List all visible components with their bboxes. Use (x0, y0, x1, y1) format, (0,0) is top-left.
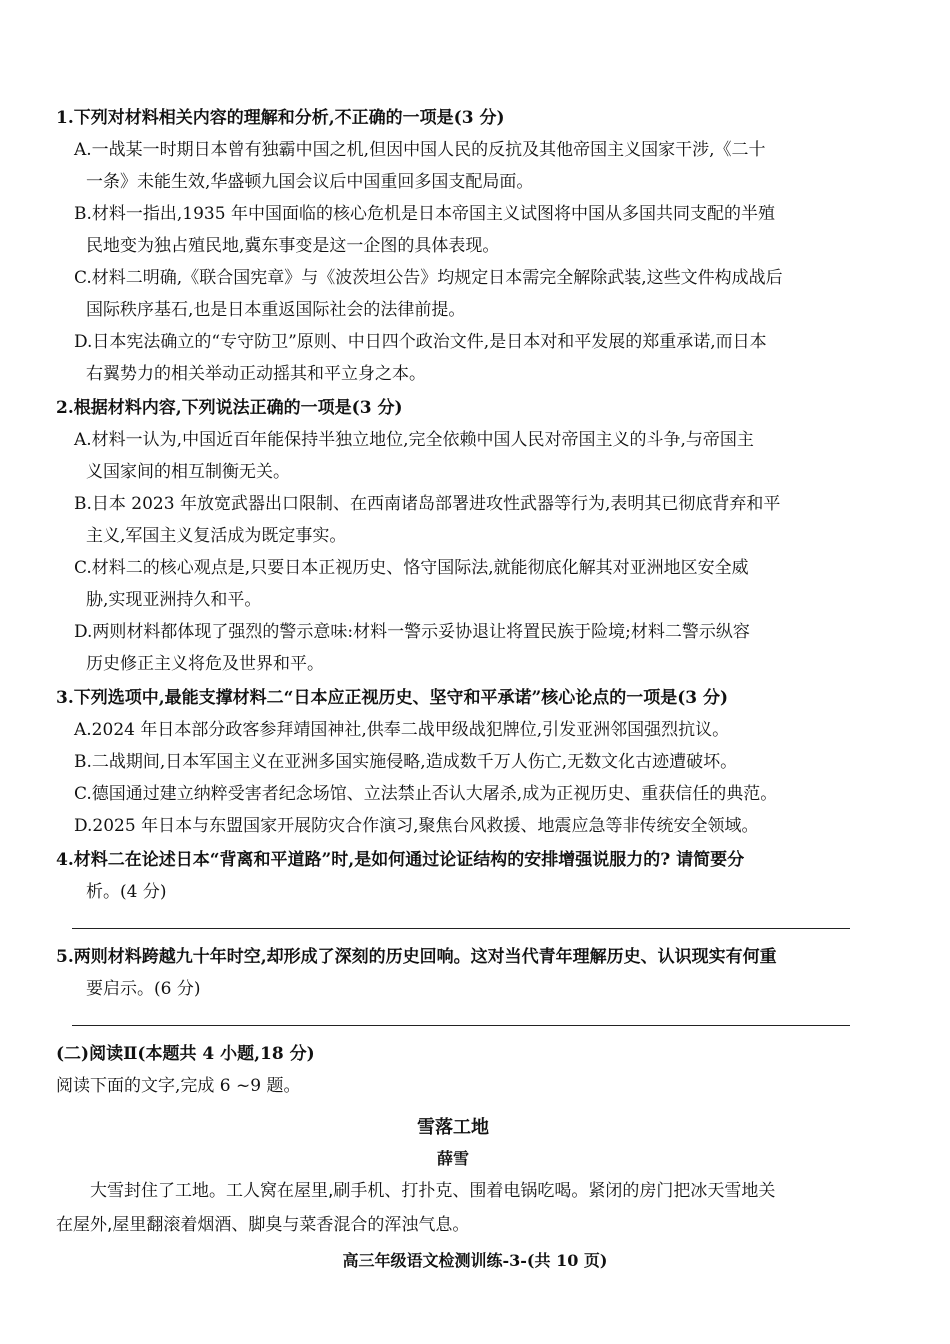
question-2-stem: 2.根据材料内容,下列说法正确的一项是(3 分) (56, 398, 403, 418)
option-2a-cont: 义国家间的相互制衡无关。 (86, 462, 290, 482)
option-3b: B.二战期间,日本军国主义在亚洲多国实施侵略,造成数千万人伤亡,无数文化古迹遭破坏。 (74, 752, 738, 772)
option-1a: A.一战某一时期日本曾有独霸中国之机,但因中国人民的反抗及其他帝国主义国家干涉,《二十 (74, 140, 766, 160)
question-4-stem-cont: 析。(4 分) (86, 882, 167, 902)
question-5 (56, 941, 850, 1026)
option-1d-cont: 右翼势力的相关举动正动摇其和平立身之本。 (86, 364, 426, 384)
option-1c-cont: 国际秩序基石,也是日本重返国际社会的法律前提。 (86, 300, 466, 320)
option-1d: D.日本宪法确立的“专守防卫”原则、中日四个政治文件,是日本对和平发展的郑重承诺,而日本 (74, 332, 767, 352)
question-4 (56, 844, 850, 929)
reading-section-2 (56, 1038, 850, 1242)
section-instruction: 阅读下面的文字,完成 6 ~9 题。 (56, 1076, 301, 1096)
answer-line-4[interactable] (72, 928, 850, 929)
option-1a-cont: 一条》未能生效,华盛顿九国会议后中国重回多国支配局面。 (86, 172, 534, 192)
question-5-stem: 5.两则材料跨越九十年时空,却形成了深刻的历史回响。这对当代青年理解历史、认识现实有何重 (56, 947, 777, 967)
option-2b-cont: 主义,军国主义复活成为既定事实。 (86, 526, 347, 546)
option-2a: A.材料一认为,中国近百年能保持半独立地位,完全依赖中国人民对帝国主义的斗争,与帝国主 (74, 430, 754, 450)
option-3c: C.德国通过建立纳粹受害者纪念场馆、立法禁止否认大屠杀,成为正视历史、重获信任的典范。 (74, 784, 778, 804)
option-3d: D.2025 年日本与东盟国家开展防灾合作演习,聚焦台风救援、地震应急等非传统安全领域。 (74, 816, 759, 836)
page-footer: 高三年级语文检测训练-3-(共 10 页) (342, 1251, 608, 1270)
option-2d: D.两则材料都体现了强烈的警示意味:材料一警示妥协退让将置民族于险境;材料二警示纵容 (74, 622, 750, 642)
option-2c: C.材料二的核心观点是,只要日本正视历史、恪守国际法,就能彻底化解其对亚洲地区安全威 (74, 558, 749, 578)
option-3a: A.2024 年日本部分政客参拜靖国神社,供奉二战甲级战犯牌位,引发亚洲邻国强烈抗议。 (74, 720, 730, 740)
passage-paragraph-1-cont: 在屋外,屋里翻滚着烟酒、脚臭与菜香混合的浑浊气息。 (56, 1215, 470, 1235)
passage-paragraph-1: 大雪封住了工地。工人窝在屋里,刷手机、打扑克、围着电锅吃喝。紧闭的房门把冰天雪地关 (90, 1181, 776, 1201)
question-4-stem: 4.材料二在论述日本“背离和平道路”时,是如何通过论证结构的安排增强说服力的? 请简要分 (56, 850, 745, 870)
question-5-stem-cont: 要启示。(6 分) (86, 979, 201, 999)
passage-author: 薛雪 (436, 1149, 469, 1168)
answer-line-5[interactable] (72, 1025, 850, 1026)
question-1 (56, 102, 850, 390)
question-3-stem: 3.下列选项中,最能支撑材料二“日本应正视历史、坚守和平承诺”核心论点的一项是(3 分) (56, 688, 729, 708)
passage-title: 雪落工地 (417, 1117, 489, 1138)
section-heading: (二)阅读Ⅱ(本题共 4 小题,18 分) (56, 1044, 315, 1064)
option-1b: B.材料一指出,1935 年中国面临的核心危机是日本帝国主义试图将中国从多国共同支配的半殖 (74, 204, 775, 224)
option-2c-cont: 胁,实现亚洲持久和平。 (86, 590, 262, 610)
option-2b: B.日本 2023 年放宽武器出口限制、在西南诸岛部署进攻性武器等行为,表明其已彻底背弃和平 (74, 494, 781, 514)
option-1b-cont: 民地变为独占殖民地,冀东事变是这一企图的具体表现。 (86, 236, 500, 256)
question-2 (56, 392, 850, 680)
option-2d-cont: 历史修正主义将危及世界和平。 (86, 654, 324, 674)
question-3 (56, 682, 850, 842)
question-1-stem: 1.下列对材料相关内容的理解和分析,不正确的一项是(3 分) (56, 108, 505, 128)
option-1c: C.材料二明确,《联合国宪章》与《波茨坦公告》均规定日本需完全解除武装,这些文件构成战后 (74, 268, 783, 288)
